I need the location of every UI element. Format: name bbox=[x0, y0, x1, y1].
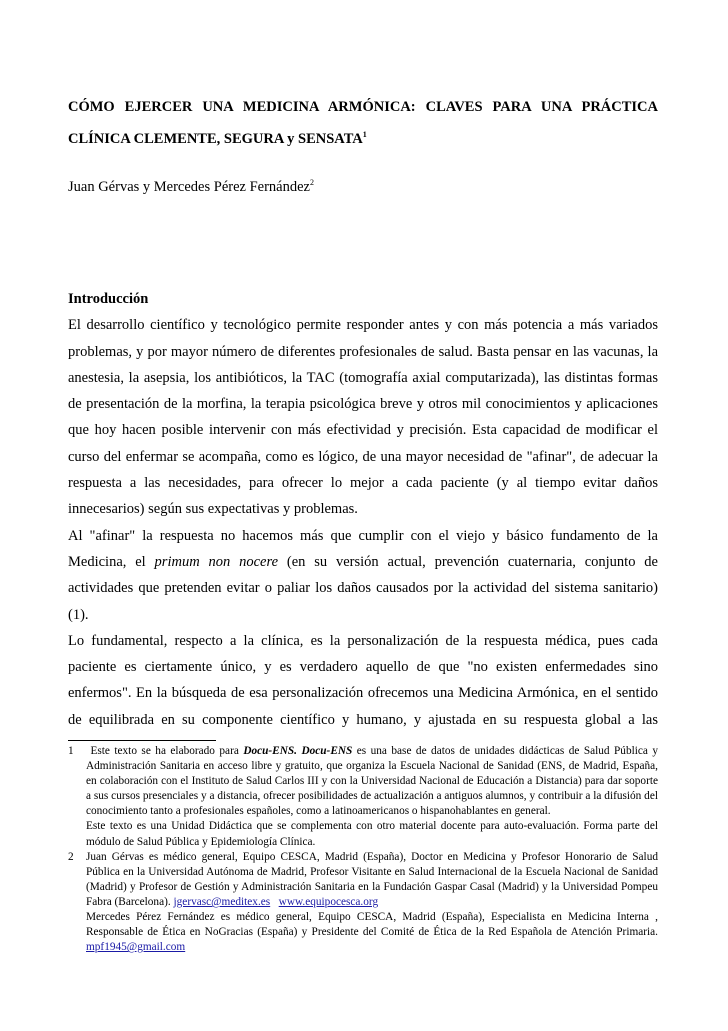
website-link-equipocesca[interactable]: www.equipocesca.org bbox=[278, 895, 379, 908]
footnote-1-number: 1 bbox=[68, 745, 74, 757]
authors-line bbox=[68, 178, 314, 196]
footnote-1-bold-2: Docu-ENS bbox=[301, 745, 353, 757]
footnote-1-bold-1: Docu-ENS. bbox=[243, 745, 297, 757]
title-text: CÓMO EJERCER UNA MEDICINA ARMÓNICA: CLAVES PARA UNA PRÁCTICA CLÍNICA CLEMENTE, SEGURA y SENSATA bbox=[68, 99, 658, 147]
footnote-2-text-2 bbox=[86, 910, 658, 955]
footnote-2-text bbox=[86, 850, 658, 910]
footnote-2 bbox=[68, 850, 658, 956]
footnote-separator bbox=[68, 740, 216, 741]
footnote-1 bbox=[68, 744, 658, 850]
paragraph-3: Lo fundamental, respecto a la clínica, es la personalización de la respuesta médica, pues cada paciente es ciertamente único, y es verdadero aquello de que "no existen enfermedades sino enfermos". En la búsqueda de esa personalización ofrecemos una Medicina Armónica, en el sentido de equilibrada en su componente científico y humano, y ajustada en su respuesta global a las bbox=[68, 632, 658, 728]
paragraph-1: El desarrollo científico y tecnológico permite responder antes y con más potencia a más variados problemas, y por mayor número de diferentes profesionales de salud. Basta pensar en las vacunas, la anestesia, la asepsia, los antibióticos, la TAC (tomografía axial computarizada), las distintas formas de presentación de la morfina, la terapia psicológica breve y otros mil conocimientos y aplicaciones que hoy hacen posible intervenir con más efectividad y precisión. Esta capacidad de modificar el curso del enfermar se acompaña, como es lógico, de una mayor necesidad de "afinar", de adecuar la respuesta a las necesidades, para ofrecer lo mejor a cada paciente (y al tiempo evitar daños innecesarios) según sus expectativas y problemas. bbox=[68, 317, 658, 518]
paragraph-2 bbox=[68, 523, 658, 628]
authors-footnote-ref[interactable]: 2 bbox=[309, 178, 314, 188]
footnote-1-text bbox=[86, 744, 658, 819]
footnote-1-text-after: es una base de datos de unidades didácticas de Salud Pública y Administración Sanitaria en acceso libre y gratuito, que organiza la Escuela Nacional de Sanidad (ENS, de Madrid, España, en colaboración con el Instituto de Salud Carlos III y con la Universidad Nacional de Educación a Distancia) para dar soporte a sus cursos presenciales y a distancia, ofrecer posibilidades de actualización a antiguos alumnos, y contribuir a la difusión del conocimiento tanto a profesionales españoles, como a latinoamericanos o hispanohablantes en general. bbox=[86, 745, 659, 818]
footnote-2-text-2-body: Mercedes Pérez Fernández es médico general, Equipo CESCA, Madrid (España), Especialista en Medicina Interna , Responsable de Ética en NoGracias (España) y Presidente del Comité de Ética de la Red Española de Atención Primaria. bbox=[86, 911, 658, 939]
footnote-2-text-1: Juan Gérvas es médico general, Equipo CESCA, Madrid (España), Doctor en Medicina y Profesor Honorario de Salud Pública en la Universidad Autónoma de Madrid, Profesor Visitante en Salud Internacional de la Escuela Nacional de Sanidad (Madrid) y Profesor de Gestión y Administración Sanitaria en la Fundación Gaspar Casal (Madrid) y la Universidad Pompeu Fabra (Barcelona). bbox=[86, 850, 658, 908]
paragraph-2-text-after: (en su versión actual, prevención cuaternaria, conjunto de actividades que pretenden evitar o paliar los daños causados por la actividad del sistema sanitario) (1). bbox=[68, 553, 658, 623]
body-text bbox=[68, 286, 658, 733]
footnote-1-text-before: Este texto se ha elaborado para bbox=[90, 745, 244, 757]
footnote-2-number: 2 bbox=[68, 850, 74, 863]
paragraph-2-italic: primum non nocere bbox=[154, 553, 279, 570]
footnote-1-text-2: Este texto es una Unidad Didáctica que se complementa con otro material docente para auto-evaluación. Forma parte del módulo de Salud Pública y Epidemiología Clínica. bbox=[86, 820, 658, 848]
email-link-jgervasc[interactable]: jgervasc@meditex.es bbox=[173, 895, 271, 908]
footnotes bbox=[68, 744, 658, 955]
authors-text: Juan Gérvas y Mercedes Pérez Fernández bbox=[68, 179, 310, 195]
section-heading: Introducción bbox=[68, 291, 149, 307]
paragraph-2-text-before: Al "afinar" la respuesta no hacemos más que cumplir con el viejo y básico fundamento de la Medicina, el bbox=[68, 527, 658, 570]
title-footnote-ref[interactable]: 1 bbox=[362, 130, 367, 140]
email-link-mpf1945[interactable]: mpf1945@gmail.com bbox=[86, 941, 186, 954]
document-title bbox=[68, 91, 658, 155]
